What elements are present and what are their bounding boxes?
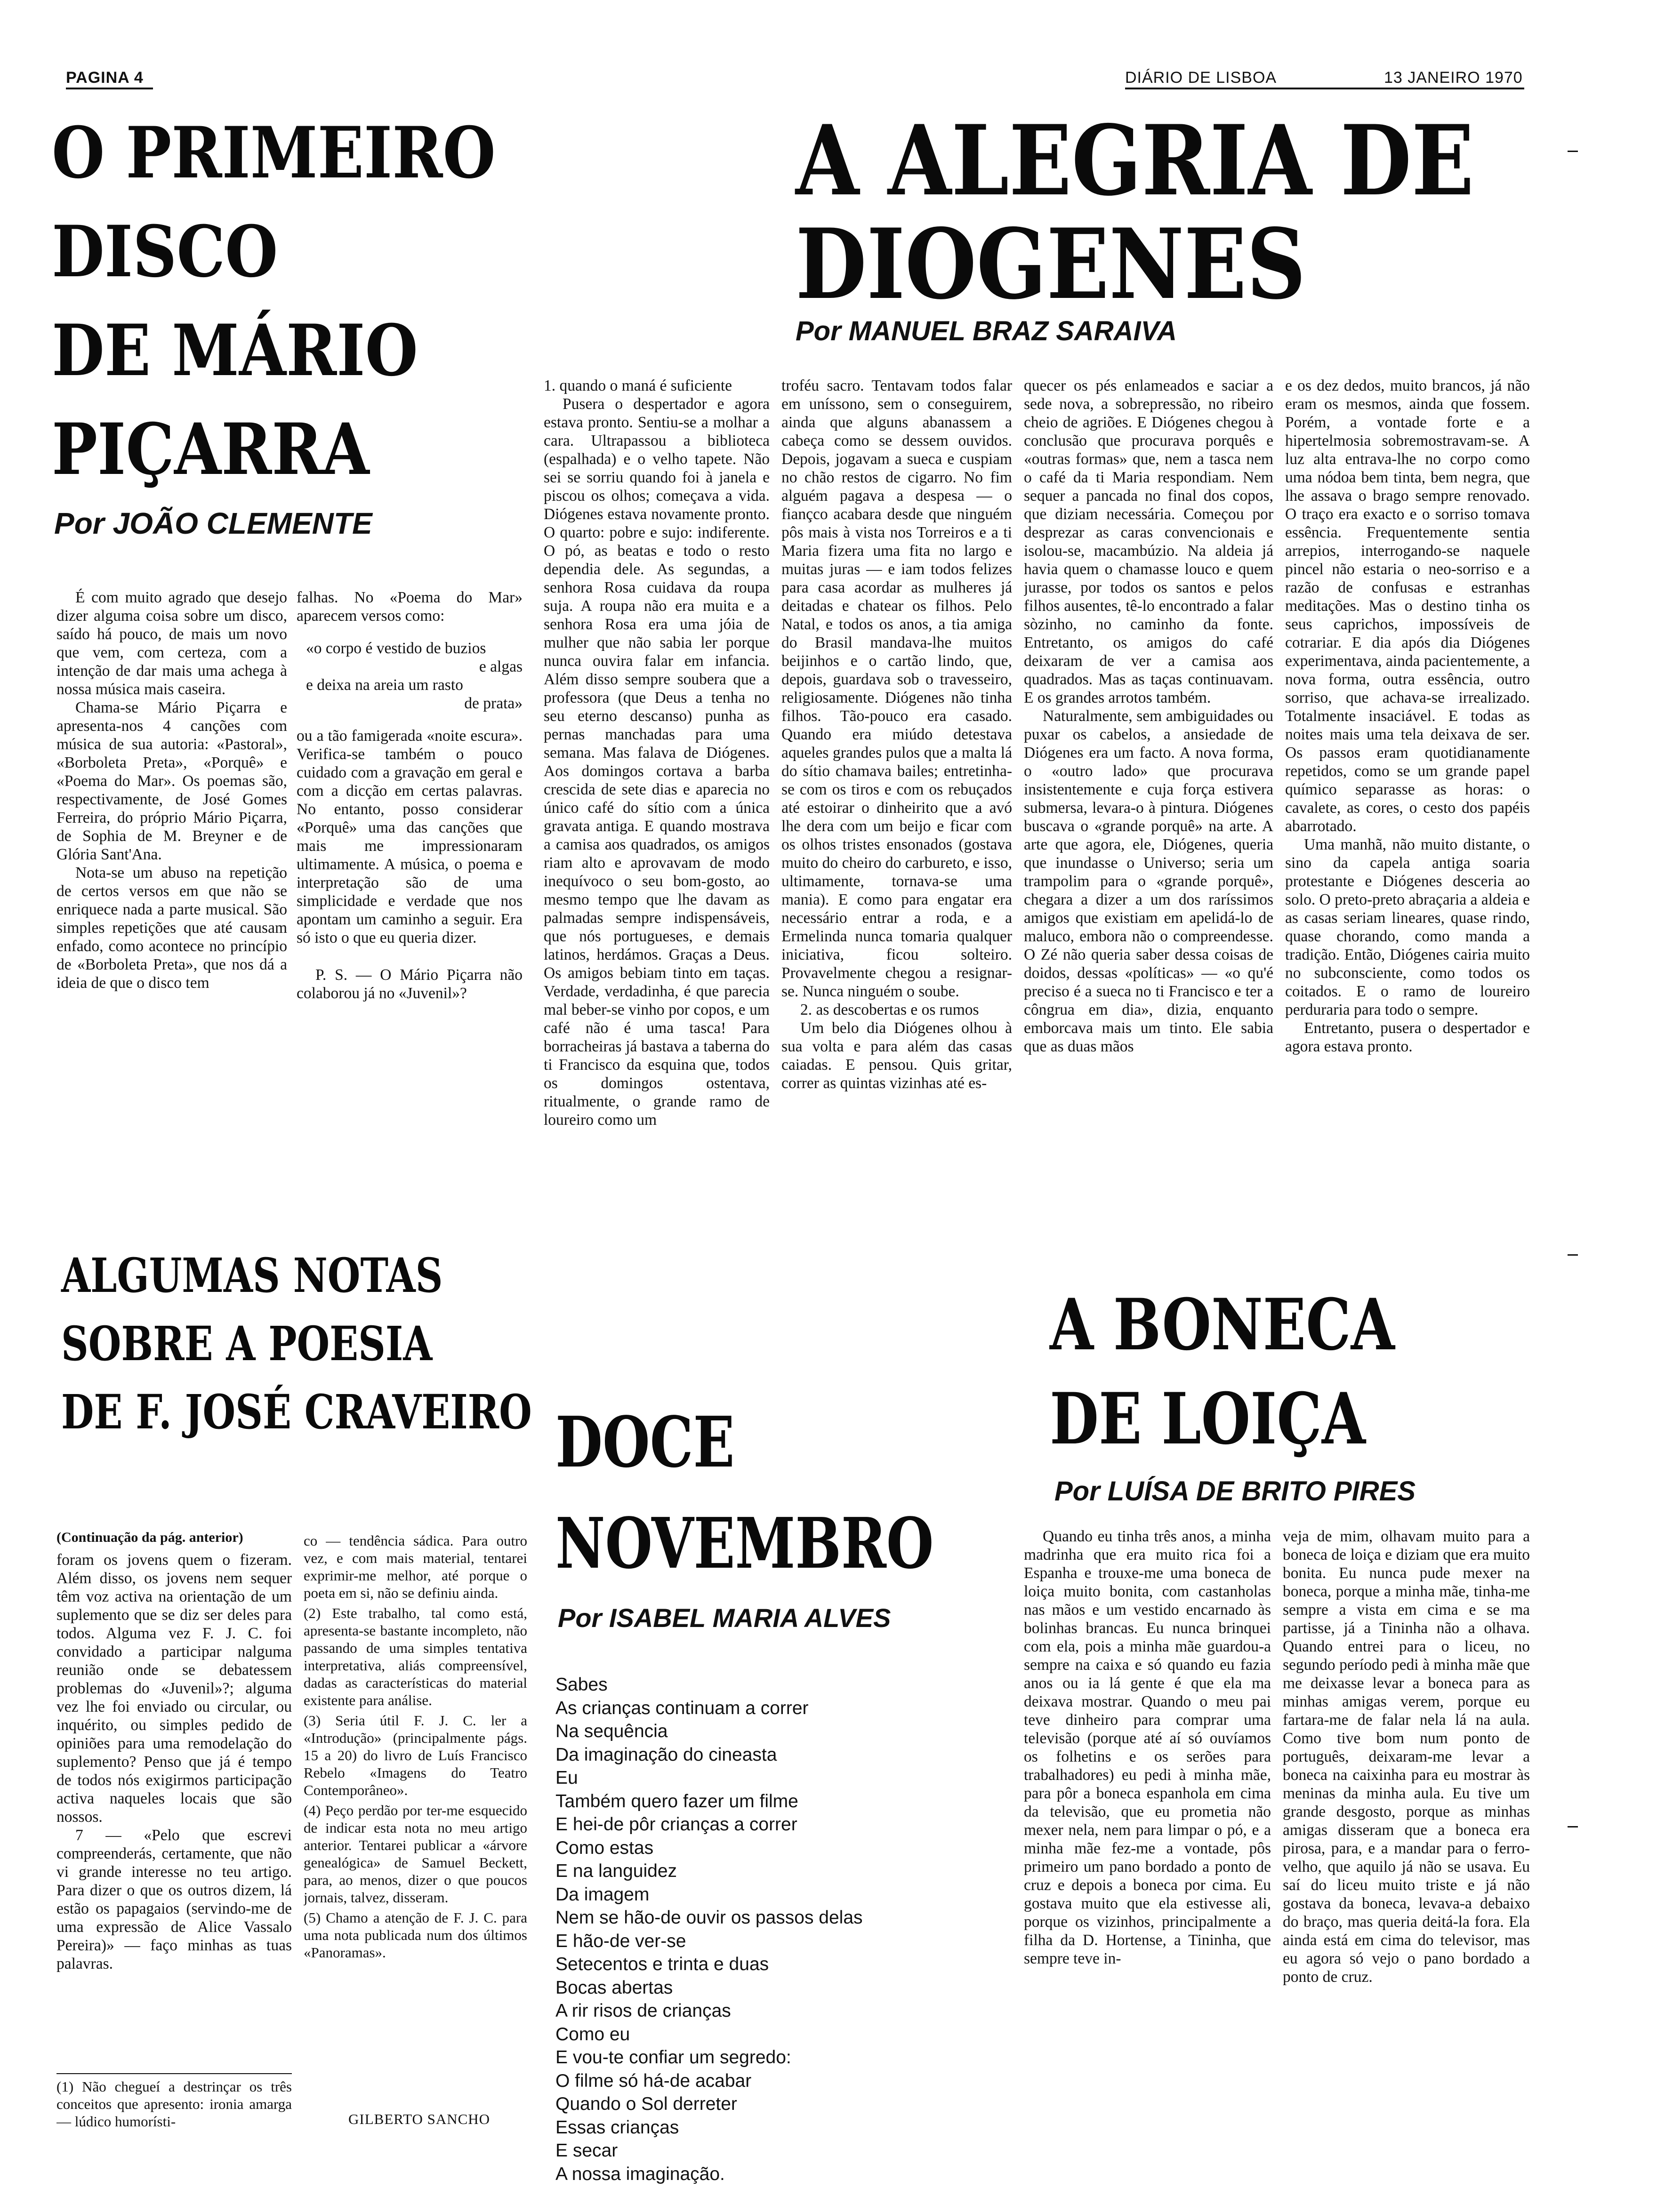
paragraph: falhas. No «Poema do Mar» aparecem versos como: [297, 589, 523, 625]
paragraph: É com muito agrado que desejo dizer alguma coisa sobre um disco, saído há pouco, de mais um novo que vem, com certeza, com a intenção de dar mais uma achega à nossa música mais caseira. [56, 589, 287, 698]
poem-line: E vou-te confiar um segredo: [555, 2047, 791, 2068]
paragraph: Chama-se Mário Piçarra e apresenta-nos 4 canções com música de sua autoria: «Pastoral», «Borboleta Preta», «Porquê» e «Poema do Mar». Os poemas são, respectivamente, de José Gomes Ferreira, do próprio Mário Piçarra, de Sophia de M. Breyner e de Glória Sant'Ana. [56, 699, 287, 863]
note: (4) Peço perdão por ter-me esquecido de indicar esta nota no meu artigo anterior. Tentarei publicar a «árvore genealógica» de Samuel Beckett, para, ao menos, dizer o que poucos jornais, talvez, disseram. [304, 1802, 527, 1906]
column-picarra-2 [297, 588, 523, 1054]
footnote-1 [56, 2078, 292, 2134]
column-diogenes-3 [1024, 377, 1273, 1261]
headline-line: O PRIMEIRO [52, 112, 496, 194]
poem-line: Eu [555, 1768, 578, 1788]
note: (5) Chamo a atenção de F. J. C. para uma nota publicada num dos últimos «Panoramas». [304, 1909, 527, 1961]
headline-line: DOCE [555, 1401, 735, 1483]
paragraph: veja de mim, olhavam muito para a boneca de loiça e diziam que era muito bonita. Eu nunca pude mexer na boneca, porque a minha mãe, tinha-me sempre a vista em cima e se ma partisse, já a Tininha não a olhava. Quando entrei para o liceu, no segundo período pedi à minha mãe que me deixasse levar a boneca para as minhas amigas verem, porque eu fartara-me de falar nela lá na aula. Como tive bom num ponto de português, deixaram-me levar a boneca na caixinha para eu mostrar às meninas da minha aula. Eu tive um grande desgosto, porque as minhas amigas disseram que a boneca era pirosa, para, e a mandar para o ferro-velho, que aquilo já não se usava. Eu saí do liceu muito triste e já não gostava da boneca, levava-a debaixo do braço, mas queria deitá-la fora. Ela ainda está em cima do televisor, mas eu agora só vejo o pano bordado a ponto de cruz. [1283, 1528, 1530, 1986]
paragraph: Quando eu tinha três anos, a minha madrinha que era muito rica foi a Espanha e trouxe-me uma boneca de loiça muito bonita, com castanholas nas mãos e um vestido encarnado às bolinhas brancas. Eu nunca brinquei com ela, pois a minha mãe guardou-a sempre na caixa e só quando eu fazia anos ou ia lá gente é que ela ma deixava mostrar. Quando o meu pai teve dinheiro para comprar uma televisão (porque até aí só ouvíamos os folhetins e os serões para trabalhadores) eu pedi à minha mãe, para pôr a boneca espanhola em cima da televisão, que eu prometia não mexer nela, nem para limpar o pó, e a minha mãe fez-me a vontade, pôs primeiro um pano bordado a ponto de cruz e depois a boneca por cima. Eu gostava muito que ela estivesse ali, porque os vizinhos, principalmente a filha da D. Hortense, a Tininha, que sempre teve in- [1024, 1528, 1271, 1967]
headline-line: DE F. JOSÉ CRAVEIRO [61, 1384, 532, 1440]
poem-line: E hão-de ver-se [555, 1931, 686, 1951]
newspaper-name: DIÁRIO DE LISBOA [1125, 69, 1277, 87]
postscript: P. S. — O Mário Piçarra não colaborou já no «Juvenil»? [297, 966, 523, 1002]
headline-line: DE LOIÇA [1050, 1378, 1366, 1460]
poem-line: Nem se hão-de ouvir os passos delas [555, 1907, 863, 1928]
footnote-divider [56, 2073, 292, 2074]
signature-gilberto-sancho: GILBERTO SANCHO [348, 2111, 491, 2127]
margin-mark [1568, 151, 1578, 152]
poem-line: Também quero fazer um filme [555, 1791, 798, 1811]
column-boneca-2 [1283, 1527, 1530, 2139]
header-rule [1125, 88, 1524, 89]
poem-line: Quando o Sol derreter [555, 2094, 737, 2114]
poem-line: Como eu [555, 2024, 630, 2044]
byline-novembro: Por ISABEL MARIA ALVES [558, 1603, 891, 1633]
column-boneca-1 [1024, 1527, 1271, 2139]
quote-line: «o corpo é vestido de buzios [306, 640, 486, 657]
headline-alegria-diogenes [796, 104, 1474, 321]
note: (2) Este trabalho, tal como está, apresenta-se bastante incompleto, não passando de uma simples tentativa interpretativa, aliás compreensível, dadas as características do material existente para análise. [304, 1605, 527, 1708]
headline-line: A ALEGRIA DE [796, 104, 1474, 217]
headline-line: NOVEMBRO [555, 1502, 934, 1584]
footnote: (1) Não chegueí a destrinçar os três conceitos que apresento: ironia amarga — lúdico humorísti- [56, 2078, 292, 2130]
headline-doce-novembro [555, 1401, 934, 1584]
section-heading: 1. quando o maná é suficiente [544, 377, 732, 394]
paragraph: troféu sacro. Tentavam todos falar em uníssono, sem o conseguirem, ainda que alguns abanassem a cabeça como se dessem ouvidos. Depois, jogavam a sueca e cuspiam no chão restos de cigarro. No fim alguém pagava a despesa — o fiançco acabara desde que ninguém pôs mais à vista nos Torreiros e a ti Maria fizera uma fita no largo e muitas juras — e iam todos felizes para casa acordar as mulheres já deitadas e chatear os filhos. Pelo Natal, e todos os anos, a tia amiga do Brasil mandava-lhe muitos beijinhos e o cartão lindo, que, depois, guardava sob o travesseiro, religiosamente. Diógenes não tinha filhos. Tão-pouco era casado. Quando era miúdo detestava aqueles grandes pulos que a malta lá do sítio chamava bailes; entretinha-se com os tiros e com os rebuçados até estoirar o dinheirito que a avó lhe dera com um beijo e ficar com os olhos tristes ensonados (gostava muito do cheiro do carbureto, e isso, ultimamente, tornava-se uma mania). E como para engatar era necessário entrar a roda, e a Ermelinda nunca tomaria qualquer iniciativa, ficou solteiro. Provavelmente chegou a resignar-se. Nunca ninguém o soube. [781, 377, 1012, 1000]
page-number: PAGINA 4 [66, 69, 144, 87]
column-picarra-1 [56, 588, 287, 1054]
headline-boneca-de-loica [1050, 1283, 1395, 1460]
poem-line: Da imaginação do cineasta [555, 1744, 777, 1765]
paragraph: Naturalmente, sem ambiguidades ou puxar os cabelos, a ansiedade de Diógenes era um facto. A nova forma, o «outro lado» que procurava insistentemente e cuja força estivera submersa, levara-o à pintura. Diógenes buscava o «grande porquê» na arte. A arte que agora, ele, Diógenes, queria que inundasse o Universo; seria um trampolim para o «grande porquê», chegara a dizer a um dos raríssimos amigos que existiam em apelidá-lo de maluco, embora não o compreendesse. O Zé não queria saber dessa coisas de doidos, dessas «políticas» — «o qu'é preciso é a sueca no ti Francisco e ter a côngrua em dia», dizia, enquanto emborcava mais um tinto. Ele sabia que as duas mãos [1024, 707, 1273, 1055]
poem-line: Como estas [555, 1837, 654, 1858]
poem-line: Bocas abertas [555, 1977, 673, 1998]
paragraph: foram os jovens quem o fizeram. Além disso, os jovens nem sequer têm voz activa na orientação de um suplemento que se diz ser deles para todos. Alguma vez F. J. C. foi convidado a participar nalguma reunião onde se debatessem problemas do «Juvenil»?; alguma vez lhe foi enviado ou circular, ou inquérito, ou simples pedido de opiniões para uma remodelação do suplemento? Penso que já é tempo de todos nós exigirmos participação activa naqueles locais que são nossos. [56, 1551, 292, 1826]
headline-primeiro-disco [52, 112, 496, 491]
column-craveiro-1 [56, 1551, 292, 2054]
poem-line: A nossa imaginação. [555, 2164, 725, 2184]
paragraph: ou a tão famigerada «noite escura». Verifica-se também o pouco cuidado com a gravação em geral e com a dicção em certas palavras. No entanto, posso considerar «Porquê» uma das canções que mais me impressionaram ultimamente. A música, o poema e interpretação são de uma simplicidade e verdade que nos apontam um caminho a seguir. Era só isto o que eu queria dizer. [297, 727, 523, 946]
headline-line: DIOGENES [796, 208, 1306, 321]
poem-line: Essas crianças [555, 2117, 679, 2138]
paragraph: co — tendência sádica. Para outro vez, e com mais material, tentarei exprimir-me melhor, até porque o poeta em si, não se definiu ainda. [304, 1532, 527, 1601]
margin-mark [1568, 1254, 1578, 1256]
poem-line: Setecentos e trinta e duas [555, 1954, 769, 1974]
byline-picarra: Por JOÃO CLEMENTE [54, 506, 372, 540]
column-diogenes-1 [544, 377, 770, 1261]
poem-line: E na languidez [555, 1861, 677, 1881]
headline-line: ALGUMAS NOTAS [61, 1248, 443, 1303]
poem-line: O filme só há-de acabar [555, 2070, 752, 2091]
paragraph: Um belo dia Diógenes olhou à sua volta e para além das casas caiadas. E pensou. Quis gritar, correr as quintas vizinhas até es- [781, 1019, 1012, 1092]
poem-line: A rir risos de crianças [555, 2001, 731, 2021]
column-diogenes-4 [1285, 377, 1530, 1261]
paragraph: e os dez dedos, muito brancos, já não eram os mesmos, ainda que fossem. Porém, a vontade forte e a hipertelmosia sobremostravam-se. A luz alta entrava-lhe no corpo como uma nódoa bem tinta, bem negra, que lhe assava o brago sempre renovado. O traço era exacto e o sorriso tomava essência. Frequentemente sentia arrepios, interrogando-se naquele pincel não estaria o neo-sorriso e a razão de confusas e estranhas meditações. Mas o destino tinha os seus caprichos, impossíveis de cotrariar. E dia após dia Diógenes experimentava, ainda pacientemente, a nova forma, outra essência, outro sorriso, que achava-se irrealizado. Totalmente insaciável. E todas as noites mais uma tela deixava de ser. Os passos eram quotidianamente repetidos, como se um grande papel químico separasse as horas: o cavalete, as cores, o cesto dos papéis abarrotado. [1285, 377, 1530, 835]
page-number-underline [66, 88, 153, 89]
poem-doce-novembro [555, 1673, 1026, 2186]
quote-line: de prata» [464, 695, 523, 712]
quote-line: e algas [479, 658, 523, 675]
note: (3) Seria útil F. J. C. ler a «Introdução» (principalmente págs. 15 a 20) do livro de Luís Francisco Rebelo «Imagens do Teatro Contemporâneo». [304, 1712, 527, 1798]
continuation-note: (Continuação da pág. anterior) [56, 1530, 243, 1545]
headline-line: A BONECA [1050, 1283, 1395, 1366]
poem-line: E hei-de pôr crianças a correr [555, 1814, 797, 1835]
headline-algumas-notas [61, 1248, 532, 1440]
paragraph: Uma manhã, não muito distante, o sino da capela antiga soaria protestante e Diógenes desceria ao solo. O preto-preto abraçaria a aldeia e as casas seriam lineares, quase rindo, quase chorando, como manda a tradição. Então, Diógenes cairia muito no subconsciente, como todos os coitados. E o ramo de loureiro perduraria para todo o sempre. [1285, 836, 1530, 1018]
byline-diogenes: Por MANUEL BRAZ SARAIVA [796, 316, 1177, 346]
section-heading: 2. as descobertas e os rumos [800, 1001, 979, 1018]
issue-date: 13 JANEIRO 1970 [1384, 69, 1523, 87]
paragraph: quecer os pés enlameados e saciar a sede nova, a sobrepressão, no ribeiro cheio de agriões. E Diógenes chegou à conclusão que procurava porquês e «outras formas» que, nem a tasca nem o café da ti Maria respondiam. Nem sequer a pancada no final dos copos, que diziam necessária. Começou por desprezar as caras convencionais e isolou-se, macambúzio. Na aldeia já havia quem o chamasse louco e quem jurasse, por todos os santos e pelos filhos ausentes, tê-lo encontrado a falar sòzinho, no caminho da fonte. Entretanto, os amigos do café deixaram de ver a camisa aos quadrados. Mas as taças continuavam. E os grandes arrotos também. [1024, 377, 1273, 706]
poem-line: Na sequência [555, 1721, 668, 1741]
quote-line: e deixa na areia um rasto [306, 676, 463, 694]
headline-line: DISCO [52, 210, 278, 293]
margin-mark [1568, 1826, 1578, 1827]
headline-line: PIÇARRA [52, 408, 370, 491]
headline-line: SOBRE A POESIA [61, 1316, 433, 1371]
paragraph: 7 — «Pelo que escrevi compreenderás, certamente, que não vi grande interesse no teu artigo. Para dizer o que os outros dizem, lá estão os papagaios (servindo-me de uma expressão de Alice Vassalo Pereira)» — faço minhas as tuas palavras. [56, 1827, 292, 1972]
poem-line: E secar [555, 2140, 618, 2161]
column-diogenes-2 [781, 377, 1012, 1261]
paragraph: Entretanto, pusera o despertador e agora estava pronto. [1285, 1019, 1530, 1055]
paragraph: Pusera o despertador e agora estava pronto. Sentiu-se a molhar a cara. Ultrapassou a biblioteca (espalhada) e o velho tapete. Não sei se sorriu quando foi à janela e piscou os olhos; começava a vida. Diógenes estava novamente pronto. O quarto: pobre e sujo: indiferente. O pó, as beatas e todo o resto dependia dele. As segundas, a senhora Rosa cuidava da roupa suja. A roupa não era muita e a senhora Rosa era uma jóia de mulher que não sabia ler porque nunca ouvira falar em infancia. Além disso sempre soubera que a professora (que Deus a tenha no seu eterno descanso) punha as pernas manchadas para uma semana. Mas falava de Diógenes. Aos domingos cortava a barba crescida de sete dias e aparecia no único café do sítio com a única gravata antiga. E quando mostrava a camisa aos quadrados, os amigos riam alto e aprovavam de modo inequívoco o seu bom-gosto, ao mesmo tempo que lhe davam as palmadas sempre indispensáveis, que nós portugueses, e demais latinos, herdámos. Graças a Deus. Os amigos bebiam tinto em taças. Verdade, verdadinha, é que parecia mal beber-se vinho por copos, e um café não é uma tasca! Para borracheiras já bastava a taberna do ti Francisco da esquina que, todos os domingos ostentava, ritualmente, o grande ramo de loureiro como um [544, 395, 770, 1129]
poem-line: As crianças continuam a correr [555, 1698, 809, 1718]
poem-line: Da imagem [555, 1884, 650, 1905]
paragraph: Nota-se um abuso na repetição de certos versos em que não se enriquece nada a parte musical. São simples repetições que até causam enfado, como acontece no princípio de «Borboleta Preta», que nos dá a ideia de que o disco tem [56, 864, 287, 992]
poem-line: Sabes [555, 1675, 608, 1695]
column-craveiro-2 [304, 1532, 527, 2092]
headline-line: DE MÁRIO [52, 309, 418, 392]
byline-boneca: Por LUÍSA DE BRITO PIRES [1054, 1476, 1416, 1507]
